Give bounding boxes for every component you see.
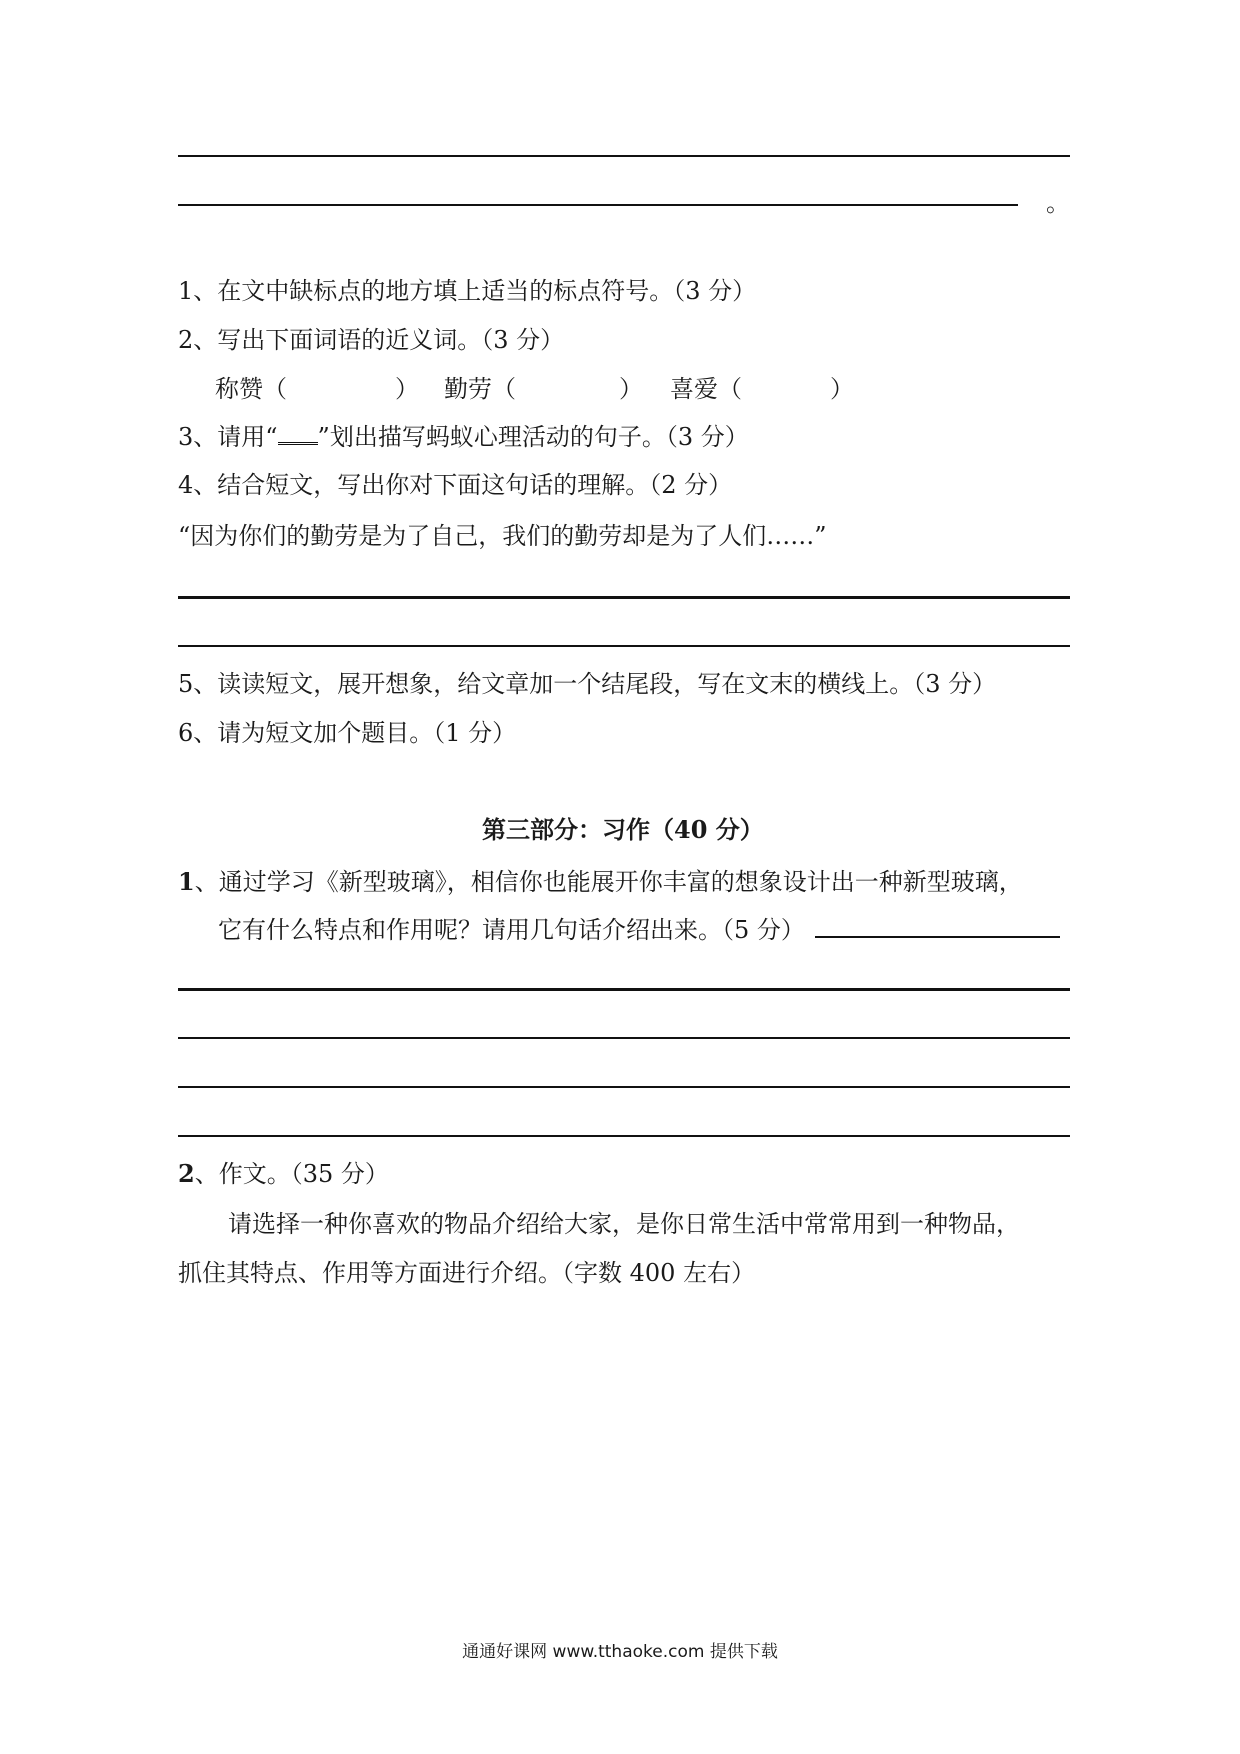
- answer-line: [178, 1086, 1070, 1088]
- synonym-item-1: 称赞（: [215, 375, 287, 403]
- part3-question-2-text: 、作文。（35 分）: [194, 1160, 389, 1188]
- question-2: 2、写出下面词语的近义词。（3 分）: [178, 326, 565, 354]
- question-4-quote: “因为你们的勤劳是为了自己，我们的勤劳却是为了人们……”: [178, 522, 827, 550]
- synonym-blank-close-2: ）: [619, 375, 643, 403]
- synonym-blank-close-1: ）: [395, 375, 419, 403]
- part3-question-1-text-2: 它有什么特点和作用呢？请用几句话介绍出来。（5 分）: [218, 916, 805, 944]
- question-3-suffix: ”划出描写蚂蚁心理活动的句子。（3 分）: [317, 423, 749, 451]
- underline-mark: [278, 420, 318, 445]
- part3-question-1: [178, 865, 1023, 899]
- essay-prompt-line-2: 抓住其特点、作用等方面进行介绍。（字数 400 左右）: [178, 1259, 756, 1287]
- question-4: 4、结合短文，写出你对下面这句话的理解。（2 分）: [178, 471, 733, 499]
- answer-end-mark: 。: [1046, 189, 1070, 217]
- question-5: 5、读读短文，展开想象，给文章加一个结尾段，写在文末的横线上。（3 分）: [178, 670, 997, 698]
- answer-blank: [815, 914, 1060, 938]
- part3-question-2: [178, 1157, 389, 1191]
- synonym-item-3: 喜爱（: [670, 375, 742, 403]
- answer-line: [178, 645, 1070, 647]
- synonym-item-2: 勤劳（: [444, 375, 516, 403]
- question-3-prefix: 3、请用“: [178, 423, 278, 451]
- answer-line: [178, 1135, 1070, 1137]
- section-title: 第三部分：习作（40 分）: [482, 815, 764, 844]
- answer-line: [178, 204, 1018, 206]
- answer-line: [178, 155, 1070, 157]
- part3-question-1-line2: [218, 913, 1060, 947]
- question-1: 1、在文中缺标点的地方填上适当的标点符号。（3 分）: [178, 277, 757, 305]
- answer-line: [178, 596, 1070, 599]
- question-3: [178, 420, 749, 454]
- essay-prompt-line-1: 请选择一种你喜欢的物品介绍给大家，是你日常生活中常常用到一种物品，: [228, 1210, 1020, 1238]
- page-footer: 通通好课网 www.tthaoke.com 提供下载: [462, 1642, 778, 1662]
- part3-question-1-number: 1: [178, 867, 195, 896]
- answer-line: [178, 1037, 1070, 1039]
- part3-question-2-number: 2: [178, 1159, 195, 1188]
- part3-question-1-text: 、通过学习《新型玻璃》，相信你也能展开你丰富的想象设计出一种新型玻璃，: [194, 868, 1023, 896]
- synonym-blank-close-3: ）: [830, 375, 854, 403]
- question-6: 6、请为短文加个题目。（1 分）: [178, 719, 517, 747]
- answer-line: [178, 988, 1070, 991]
